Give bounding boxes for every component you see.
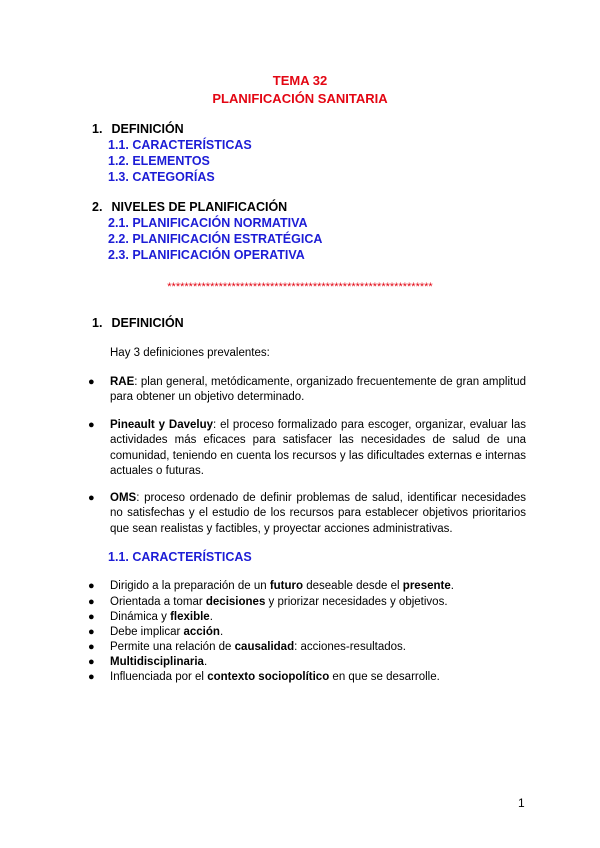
bullet-marker: ● (88, 419, 95, 431)
section-1-num: 1. (92, 316, 103, 330)
section-1-title: DEFINICIÓN (111, 316, 184, 330)
separator-line: ************************************************************** (167, 281, 433, 293)
definition-pineault (110, 418, 526, 479)
toc-section-2 (92, 199, 287, 215)
section-1-intro: Hay 3 definiciones prevalentes: (110, 347, 270, 359)
definition-text: : plan general, metódicamente, organizado frecuentemente de gran amplitud para obtener un objetivo determinado. (110, 376, 526, 404)
definition-text: : proceso ordenado de definir problemas de salud, identificar necesidades no satisfechas y el estudio de los recursos para establecer objetivos prioritarios que sean realistas y factibles, y proyectar acciones administrativas. (110, 492, 526, 535)
list-item: Dirigido a la preparación de un futuro deseable desde el presente. (110, 580, 454, 592)
definition-text: : el proceso formalizado para escoger, organizar, evaluar las actividades más eficaces para satisfacer las necesidades de salud de una comunidad, teniendo en cuenta los recursos y las dificultades externas e internas actuales o futuras. (110, 419, 527, 477)
toc-item-1-2: 1.2. ELEMENTOS (108, 154, 210, 168)
bullet-marker: ● (88, 626, 95, 638)
subsection-heading: 1.1. CARACTERÍSTICAS (108, 550, 252, 564)
definition-term: RAE (110, 376, 135, 388)
toc-section-2-label: NIVELES DE PLANIFICACIÓN (111, 200, 288, 214)
list-item: Orientada a tomar decisiones y priorizar necesidades y objetivos. (110, 596, 448, 608)
toc-section-2-num: 2. (92, 200, 103, 214)
toc-item-2-1: 2.1. PLANIFICACIÓN NORMATIVA (108, 216, 308, 230)
toc-item-2-2: 2.2. PLANIFICACIÓN ESTRATÉGICA (108, 232, 323, 246)
bullet-marker: ● (88, 580, 95, 592)
list-item: Dinámica y flexible. (110, 611, 213, 623)
bullet-marker: ● (88, 641, 95, 653)
bullet-marker: ● (88, 596, 95, 608)
definition-term: Pineault y Daveluy (110, 419, 214, 431)
bullet-marker: ● (88, 492, 95, 504)
bullet-marker: ● (88, 376, 95, 388)
list-item: Permite una relación de causalidad: acciones-resultados. (110, 641, 406, 653)
toc-section-1 (92, 121, 184, 137)
doc-title: PLANIFICACIÓN SANITARIA (212, 91, 388, 106)
toc-section-1-label: DEFINICIÓN (111, 122, 184, 136)
definition-rae (110, 375, 526, 406)
bullet-marker: ● (88, 671, 95, 683)
toc-item-2-3: 2.3. PLANIFICACIÓN OPERATIVA (108, 248, 305, 262)
bullet-marker: ● (88, 611, 95, 623)
list-item: Debe implicar acción. (110, 626, 224, 638)
definition-oms (110, 491, 526, 537)
doc-tema: TEMA 32 (272, 73, 328, 88)
list-item: Multidisciplinaria. (110, 656, 208, 668)
page-number: 1 (518, 796, 525, 810)
toc-section-1-num: 1. (92, 122, 103, 136)
bullet-marker: ● (88, 656, 95, 668)
toc-item-1-3: 1.3. CATEGORÍAS (108, 170, 215, 184)
toc-item-1-1: 1.1. CARACTERÍSTICAS (108, 138, 252, 152)
list-item: Influenciada por el contexto sociopolítico en que se desarrolle. (110, 671, 440, 683)
definition-term: OMS (110, 492, 137, 504)
section-1-heading (92, 315, 184, 331)
